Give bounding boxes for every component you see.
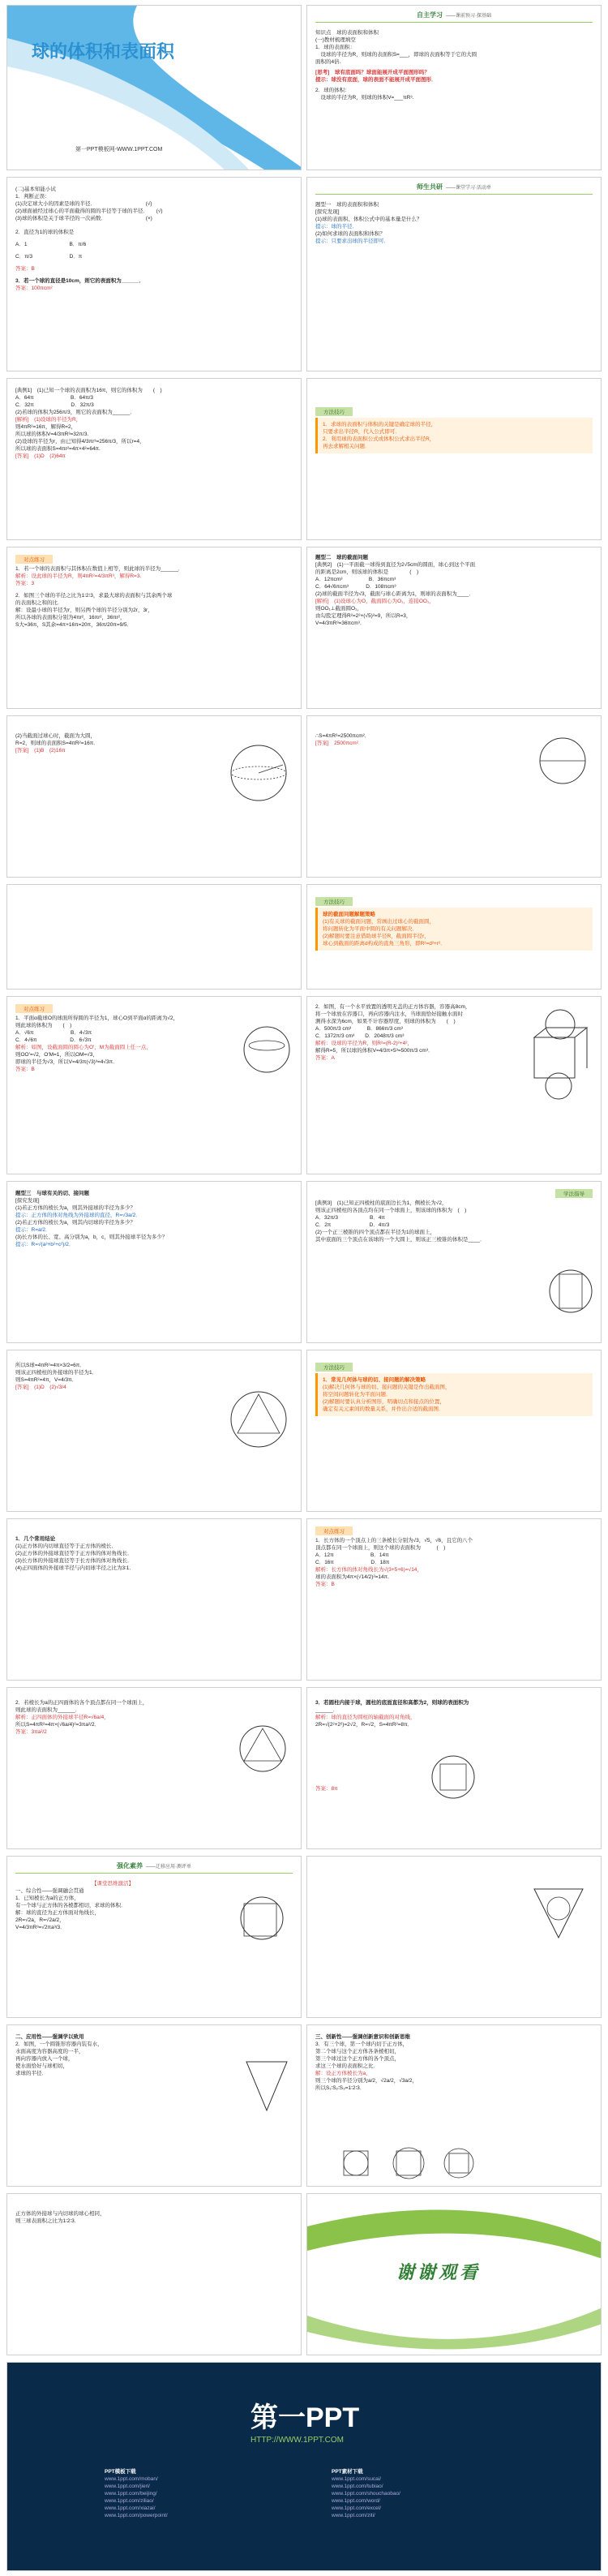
text-line: [解析] (1)设球的半径为R， <box>15 417 82 423</box>
text-line: (2)当截面过球心时，截面为大圆， <box>15 733 96 739</box>
text-line: 再向容器内放入一个球， <box>15 2056 74 2062</box>
text-line: 所以S₁∶S₂∶S₃=1∶2∶3． <box>315 2085 366 2091</box>
text-line: 二、应用性——强调学以致用 <box>15 2034 84 2040</box>
text-line: 3．若一个球的直径是10cm，则它的表面积为______． <box>15 278 144 284</box>
text-line: C．32π D．32π/3 <box>15 402 94 408</box>
text-line: [典例2] (1)一平面截一球得到直径为2√5cm的圆面，球心到这个平面 <box>315 562 476 568</box>
slide-example-2-cont <box>6 715 302 878</box>
slide-example-3 <box>306 1181 602 1343</box>
cube-edge-sphere-figure <box>234 1889 291 1946</box>
footer-link[interactable]: www.1ppt.com/word/ <box>332 2498 380 2504</box>
sphere-section-figure <box>226 741 291 805</box>
slide-innovation <box>306 2024 602 2187</box>
title-text: 球的体积和表面积 <box>32 41 175 62</box>
text-line: 解析：正四面体的外接球半径R=√6a/4， <box>15 1715 109 1720</box>
slide-thanks <box>306 2193 602 2355</box>
text-line: (3)长方体的外接球直径等于长方体的体对角线长． <box>15 1558 133 1564</box>
text-line: 则4πR²=16π，解得R=2， <box>15 424 77 430</box>
text-line: 1．平面α截球O的球面所得圆的半径为1，球心O到平面α的距离为√2， <box>15 1015 179 1021</box>
answer: 答案：A <box>315 1055 335 1061</box>
text-line: 解析：如图，设截面圆的圆心为O′，M为截面圆上任一点， <box>15 1045 152 1050</box>
footer-link[interactable]: www.1ppt.com/ziti/ <box>332 2513 375 2518</box>
text-line: [探究发现] <box>315 209 340 215</box>
text-line: A．12πcm³ B．36πcm³ <box>315 577 396 582</box>
footer-link[interactable]: www.1ppt.com/jieri/ <box>105 2484 150 2489</box>
slide-example-3-answer <box>6 1350 302 1512</box>
text-line: C．16π D．18π <box>315 1560 390 1565</box>
text-line: 测得水深为6cm，如果不计容器厚度，则球的体积为 ( ) <box>315 1019 456 1024</box>
text-line: A．500π/3 cm³ B．866π/3 cm³ <box>315 1026 403 1032</box>
cube-sphere-figure <box>526 1005 591 1102</box>
think-answer: 提示：球没有底面，球的表面不能展开成平面图形． <box>315 77 437 83</box>
text-line: (1)正方体的内切球直径等于正方体的棱长． <box>15 1543 117 1549</box>
sphere-figure <box>534 732 591 789</box>
text-line: 球心到截面的距离d构成的直角三角形，即R²=d²+r²． <box>323 941 446 947</box>
text-line: A．12π B．14π <box>315 1552 389 1558</box>
text-line: 题型三 与球有关的切、接问题 <box>15 1191 89 1196</box>
ppt-logo: 第一PPT <box>250 2402 360 2433</box>
slide-practice-1 <box>6 547 302 709</box>
text-line: 解：球的直径为正方体面对角线长， <box>15 1910 100 1916</box>
text-line: 解：设正方体棱长为a， <box>315 2071 371 2076</box>
text-line: 球的表面积为4π×(√14/2)²=14π． <box>315 1574 393 1580</box>
text-line: C．π/3 D．π <box>15 254 83 260</box>
text-line: [解析] (1)设球心为O，截面圆心为O₁，连接OO₁， <box>315 599 435 604</box>
title-url: 第一PPT模板网-WWW.1PPT.COM <box>75 147 163 152</box>
slide-conclusions <box>6 1518 302 1681</box>
text-line: 使水面恰好与球相切， <box>15 2063 68 2069</box>
text-line: 只要求出半径R，代入公式即可． <box>323 429 400 435</box>
text-line: 解：设最小球的半径为r，则另两个球的半径分别为2r，3r， <box>15 608 153 613</box>
text-line: A．√6π B．4√3π <box>15 1030 92 1036</box>
text-line: 即球的半径为√3，所以V=4/3π(√3)³=4√3π． <box>15 1059 118 1065</box>
text-line: 则S=4πR²=4π，V=4/3π． <box>15 1377 78 1383</box>
text-line: 则三球表面积之比为1∶2∶3． <box>15 2218 80 2224</box>
slide-method-2 <box>306 884 602 990</box>
answer: [答案] (1)D (2)64π <box>15 453 66 459</box>
text-line: C．2π D．4π/3 <box>315 1222 390 1228</box>
text-line: 2R=√(2²+2²)=2√2，R=√2，S=4πR²=8π． <box>315 1722 413 1728</box>
ppt-url: HTTP://WWW.1PPT.COM <box>250 2436 344 2445</box>
slide-example-2-answer <box>306 715 602 878</box>
slide-enhance <box>6 1856 302 2018</box>
footer-link[interactable]: www.1ppt.com/xiazai/ <box>105 2505 156 2511</box>
three-spheres-figure <box>340 2147 477 2179</box>
text-line: 2．如图，一个圆锥形容器内装有水， <box>15 2041 103 2047</box>
slide-example-1 <box>6 378 302 540</box>
slide-practice-2 <box>6 996 302 1174</box>
text-line: 球的截面问题解题策略 <box>323 912 375 917</box>
text-line: (3)球的体积是关于球半径的一次函数． (×) <box>15 216 152 221</box>
text-line: 的距离是2cm，则该球的体积是 ( ) <box>315 569 419 575</box>
footer-link[interactable]: www.1ppt.com/excel/ <box>332 2505 382 2511</box>
text-line: 2．利用球的表面积公式或体积公式求出半径R， <box>323 436 435 442</box>
slide-type-2 <box>306 547 602 709</box>
text-line: 第三个球过这个正方体的各个顶点， <box>315 2056 400 2062</box>
text-line: A．64π B．64π/3 <box>15 395 94 401</box>
text-line: 提示：球的半径． <box>315 224 358 230</box>
slide-blank-1 <box>6 884 302 990</box>
answer: [答案] (1)B (2)16π <box>15 748 66 753</box>
think-question: [思考] 球有底面吗？球面能展开成平面图形吗？ <box>315 70 430 75</box>
text-line: 知识点 球的表面积和体积 <box>315 30 379 36</box>
text-line: 设球的半径为R，则球的表面积S=___，即球的表面积等于它的大圆 <box>315 52 477 58</box>
text-line: (2)解题时要注意借助球半径R，截面圆半径r， <box>323 934 430 939</box>
footer-link[interactable]: www.1ppt.com/shouchaobao/ <box>332 2491 400 2497</box>
slide-innovation-answer <box>6 2193 302 2355</box>
text-line: C．64√6πcm³ D．108πcm³ <box>315 584 396 590</box>
text-line: (2)球的截面半径为√3，截面与球心距离为1，则球的表面积为____． <box>315 591 474 597</box>
text-line: (2)若球的体积为256π/3，则它的表面积为______． <box>15 410 135 415</box>
text-line: (1)球的表面积、体积公式中的基本量是什么？ <box>315 217 422 222</box>
text-line: 解得R=5，所以球的体积V=4/3π×5³=500π/3 cm³． <box>315 1048 434 1054</box>
text-line: (一)教材梳理填空 <box>315 37 356 43</box>
text-line: 再去求解相关问题． <box>323 444 370 449</box>
text-line: 确定有关元素间的数量关系，并作出合适的截面图． <box>323 1406 444 1412</box>
text-line: 2．直径为1的球的体积是 <box>15 230 75 235</box>
text-line: 所以球的体积V=4/3πR³=32π/3. <box>15 431 89 437</box>
text-line: 一、综合性——强调融会贯通 <box>15 1888 84 1894</box>
text-line: 则三个球的半径分别为a/2，√2a/2，√3a/2， <box>315 2078 417 2084</box>
text-line: 解析：长方体的体对角线长为√(3+5+6)=√14， <box>315 1567 422 1573</box>
footer-link[interactable]: www.1ppt.com/beijing/ <box>105 2491 157 2497</box>
text-line: (1)若正方体的棱长为a，则其外接球的半径为多少？ <box>15 1205 136 1211</box>
text-line: ∴S=4πR²=2500πcm²． <box>315 733 370 739</box>
text-line: (二)基本知能小试 <box>15 187 56 192</box>
text-line: (2)球面被经过球心的平面截得的圆的半径等于球的半径． (√) <box>15 208 163 214</box>
footer-link[interactable]: www.1ppt.com/tubiao/ <box>332 2484 383 2489</box>
slide-title <box>6 5 302 170</box>
text-line: 其中底面的三个顶点在该球的一个大圆上，则该正三棱锥的体积是____． <box>315 1237 486 1243</box>
text-line: 将一个球放在容器口，再向容器内注水，当球面恰好接触水面时 <box>315 1011 463 1017</box>
slide-header: 强化素养 ——迁移应用·测评单 <box>15 1857 293 1874</box>
text-line: 【课堂思维激活】 <box>92 1881 134 1887</box>
answer: 答案：3πa²/2 <box>15 1729 47 1735</box>
text-line: 所以球的表面积S=4πr²=4π×4²=64π. <box>15 446 101 452</box>
answer: 答案：B <box>15 1067 35 1072</box>
prism-figure <box>546 1263 595 1320</box>
slide-header: 师生共研 ——课堂学习·活动单 <box>315 178 593 195</box>
text-line: 1．长方体的一个顶点上的三条棱长分别为√3，√5，√6，且它的八个 <box>315 1538 473 1543</box>
answer: [答案] (1)D (2)√3/4 <box>15 1385 66 1390</box>
text-line: 将问题转化为平面中圆的有关问题解决． <box>323 926 417 932</box>
text-line: 则此球的体积为 ( ) <box>15 1023 72 1028</box>
slide-tetrahedron <box>6 1687 302 1849</box>
text-line: [典例1] (1)已知一个球的表面积为16π，则它的体积为 ( ) <box>15 388 162 393</box>
text-line: V=4/3πR³=√2πa³/3． <box>15 1925 66 1930</box>
slide-container-problem <box>306 996 602 1174</box>
text-line: (2)正方体的外接球直径等于正方体的体对角线长． <box>15 1551 133 1556</box>
text-line: 题型一 球的表面积和体积 <box>315 202 379 208</box>
cylinder-sphere-figure <box>429 1753 477 1801</box>
text-line: V=4/3πR³=36πcm³． <box>315 620 366 626</box>
text-line: 则OO₁⊥截面圆O₁， <box>315 606 362 612</box>
cone-figure <box>242 2058 291 2114</box>
text-line: 则此球的表面积为______． <box>15 1707 81 1713</box>
text-line: 则该正四棱柱的各顶点均在同一个球面上，则该球的体积为 ( ) <box>315 1208 467 1213</box>
text-line: 2R=√2a，R=√2a/2， <box>15 1917 65 1923</box>
ball-plane-figure <box>238 1021 295 1078</box>
text-line: ______． <box>315 1707 339 1713</box>
text-line: C．1372π/3 cm³ D．2048π/3 cm³ <box>315 1033 405 1039</box>
text-line: 所以S球=4πR²=4π×3/2=6π． <box>15 1363 85 1368</box>
practice-tag: 对点练习 <box>315 1526 353 1535</box>
text-line: 1．求球的表面积与体积的关键是确定球的半径， <box>323 422 437 427</box>
text-line: 题型二 球的截面问题 <box>315 555 368 560</box>
footer-link[interactable]: www.1ppt.com/sucai/ <box>332 2476 382 2482</box>
text-line: 解析：设此球的半径为R，则4πR²=4/3πR³，解得R=3． <box>15 573 145 579</box>
pyramid-sphere-figure <box>226 1383 291 1456</box>
text-line: 求这三个球的表面积之比． <box>315 2063 379 2069</box>
slide-self-study <box>306 5 602 170</box>
text-line: 正方体的外接球与内切球的球心相同， <box>15 2211 105 2217</box>
text-line: 提示：R=a/2． <box>15 1227 51 1233</box>
text-line: 2．球的体积： <box>315 88 350 93</box>
slide-application <box>6 2024 302 2187</box>
slide-method-1 <box>306 378 602 540</box>
answer: 答案：8π <box>315 1786 338 1792</box>
text-line: 提示：R=√(a²+b²+c²)/2． <box>15 1242 75 1247</box>
text-line: 解析：设球的半径为R，则R²=(R-2)²+4²， <box>315 1041 413 1046</box>
slide-basic-test <box>6 177 302 371</box>
slide-teacher-student <box>306 177 602 371</box>
text-line: 则该正四棱柱的外接球的半径为1． <box>15 1370 98 1376</box>
text-line: 设球的半径为R，则球的体积V=___πR³. <box>315 95 414 101</box>
text-line: 1．几个常用结论 <box>15 1536 56 1542</box>
text-line: 1．若一个球的表面积与其体积在数值上相等，则此球的半径为______． <box>15 566 184 572</box>
text-line: S大=36π，S其余=4π+16π=20π，36π/20π=9/5． <box>15 622 133 628</box>
answer: 答案：100πcm² <box>15 286 53 291</box>
text-line: 三、创新性——强调创新意识和创新思维 <box>315 2034 410 2040</box>
text-line: 提示：只要求出球的半径即可． <box>315 238 389 244</box>
thanks-text: 谢谢观看 <box>396 2262 482 2282</box>
method-tag: 方法技巧 <box>315 897 353 906</box>
link-title: PPT模板下载 <box>105 2469 136 2475</box>
slide-ad-banner <box>6 2362 602 2571</box>
answer: 答案：B <box>15 266 35 272</box>
text-line: (2)解题时要认真分析图形，明确切点和接点的位置， <box>323 1399 445 1405</box>
text-line: 1．判断正误： <box>15 194 50 200</box>
text-line: (1)有关球的截面问题，常画出过球心的截面圆， <box>323 919 435 925</box>
text-line: (2)一个正三棱锥的四个顶点都在半径为1的球面上， <box>315 1230 436 1235</box>
slide-enhance-answer <box>306 1856 602 2018</box>
text-line: 水面高度为容器高度的一半， <box>15 2049 84 2054</box>
text-line: 2．若棱长为a的正四面体的各个顶点都在同一个球面上， <box>15 1700 148 1706</box>
method-tag: 方法技巧 <box>315 1363 353 1372</box>
slide-practice-3 <box>306 1518 602 1681</box>
text-line: (2)若正方体的棱长为a，则其内切球的半径为多少？ <box>15 1220 136 1226</box>
slide-header: 自主学习 ——课前预习·探基础 <box>315 6 593 23</box>
text-line: 将空间问题转化为平面问题． <box>323 1392 392 1397</box>
text-line: 2．如图三个球的半径之比为1∶2∶3，求最大球的表面积与其余两个球 <box>15 593 173 599</box>
text-line: [典例3] (1)已知正四棱柱的底面边长为1，侧棱长为√2， <box>315 1200 447 1206</box>
footer-link[interactable]: www.1ppt.com/ziliao/ <box>105 2498 154 2504</box>
footer-link[interactable]: www.1ppt.com/moban/ <box>105 2476 158 2482</box>
text-line: 1．已知棱长为a的正方体， <box>15 1896 79 1901</box>
answer: 答案：3 <box>15 581 35 586</box>
text-line: [探究发现] <box>15 1198 40 1204</box>
answer: [答案] 2500πcm² <box>315 741 358 746</box>
text-line: 由勾股定理得R²=2²+(√5)²=9，所以R=3， <box>315 613 412 619</box>
text-line: A．32π/3 B．4π <box>315 1215 385 1221</box>
practice-tag: 对点练习 <box>15 1004 53 1013</box>
text-line: C．4√6π D．6√3π <box>15 1037 92 1043</box>
practice-tag: 对点练习 <box>15 555 53 564</box>
text-line: 1．常见几何体与球的切、接问题的解决策略 <box>323 1377 426 1383</box>
text-line: A．1 B．π/6 <box>15 242 87 247</box>
text-line: 顶点都在同一个球面上，则这个球的表面积为 ( ) <box>315 1545 446 1551</box>
text-line: 求球的半径． <box>15 2071 47 2076</box>
link-title: PPT素材下载 <box>332 2469 363 2475</box>
cone-water-figure <box>526 1881 591 1946</box>
text-line: 所以各球的表面积分别为4πr²，16πr²，36πr²， <box>15 615 126 620</box>
method-tag: 方法技巧 <box>315 407 353 416</box>
slide-method-3 <box>306 1350 602 1512</box>
footer-link[interactable]: www.1ppt.com/powerpoint/ <box>105 2513 168 2518</box>
slide-cylinder <box>306 1687 602 1849</box>
text-line: 3．若圆柱内接于球，圆柱的底面直径和高都为2，则球的表面积为 <box>315 1700 469 1706</box>
text-line: (2)设球的半径为r，由已知得4/3πr³=256π/3，所以r=4， <box>15 439 145 444</box>
text-line: 1．球的表面积： <box>315 45 356 50</box>
text-line: 2．如图，有一个水平放置的透明无盖的正方体容器，容器高8cm， <box>315 1004 471 1010</box>
text-line: 的表面积之和的比． <box>15 600 63 606</box>
text-line: (4)正四面体的外接球半径与内切球半径之比为3∶1． <box>15 1565 135 1571</box>
text-line: (2)如何求球的表面积和体积？ <box>315 231 385 237</box>
text-line: 第二个球与这个正方体各条棱相切， <box>315 2049 400 2054</box>
slide-type-3 <box>6 1181 302 1343</box>
text-line: 有一个球与正方体的各棱都相切，求球的体积． <box>15 1903 126 1908</box>
text-line: 解析：球的直径为圆柱的轴截面的对角线， <box>315 1715 416 1720</box>
tetrahedron-figure <box>234 1720 291 1777</box>
text-line: (3)长方体的长、宽、高分别为a，b，c，则其外接球半径为多少？ <box>15 1234 168 1240</box>
text-line: 3．有三个球，第一个球内切于正方体， <box>315 2041 409 2047</box>
text-line: 所以S=4πR²=4π×(√6a/4)²=3πa²/2． <box>15 1722 101 1728</box>
guide-tag: 学法指导 <box>555 1189 593 1198</box>
text-line: 面积的4倍. <box>315 59 341 65</box>
answer: 答案：B <box>315 1582 335 1587</box>
text-line: (1)解决几何体与球的切、接问题的关键是作出截面图， <box>323 1385 451 1390</box>
text-line: 则OO′=√2，O′M=1，所以OM=√3， <box>15 1052 98 1058</box>
text-line: 提示：正方体的体对角线为外接球的直径，R=√3a/2． <box>15 1213 141 1218</box>
text-line: R=2，则球的表面积S=4πR²=16π． <box>15 741 99 746</box>
text-line: (1)决定球大小的因素是球的半径． (√) <box>15 201 152 207</box>
